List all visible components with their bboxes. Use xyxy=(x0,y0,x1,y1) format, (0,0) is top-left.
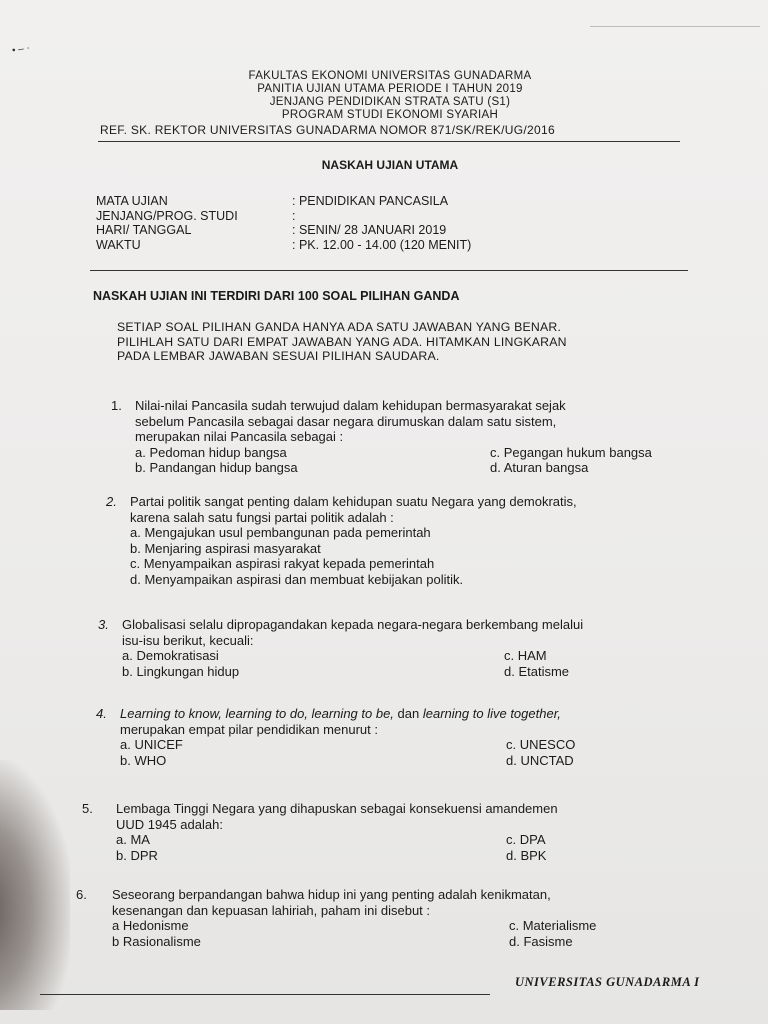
question-phrase: learning to live together, xyxy=(422,706,561,721)
answer-options xyxy=(135,445,710,476)
info-row xyxy=(96,238,471,253)
question-1 xyxy=(111,398,710,476)
answer-options xyxy=(130,525,690,587)
option-d: d. Aturan bangsa xyxy=(490,460,589,475)
answer-options xyxy=(120,737,730,768)
instructions-text xyxy=(117,320,697,364)
option-b: b. WHO xyxy=(120,752,167,768)
header-divider xyxy=(98,141,680,142)
info-value: : PK. 12.00 - 14.00 (120 MENIT) xyxy=(292,237,472,252)
option-c: c. Menyampaikan aspirasi rakyat kepada pemerintah xyxy=(130,556,435,571)
question-text xyxy=(112,887,712,918)
info-label: JENJANG/PROG. STUDI xyxy=(96,208,238,223)
answer-options xyxy=(122,648,722,679)
question-number: 1. xyxy=(111,398,122,413)
option-a: a. Demokratisasi xyxy=(122,648,219,663)
option-b: b. Lingkungan hidup xyxy=(122,663,240,679)
option-a: a. MA xyxy=(116,832,150,847)
question-line: Globalisasi selalu dipropagandakan kepada negara-negara berkembang melalui xyxy=(122,617,584,632)
question-number: 5. xyxy=(82,801,93,816)
option-c: c. Pegangan hukum bangsa xyxy=(490,444,652,460)
option-b: b. Menjaring aspirasi masyarakat xyxy=(130,540,321,556)
info-label: HARI/ TANGGAL xyxy=(96,223,192,237)
question-number: 3. xyxy=(98,617,109,632)
info-divider xyxy=(90,270,688,271)
document-title: NASKAH UJIAN UTAMA xyxy=(321,158,459,172)
question-6 xyxy=(76,887,712,949)
question-line: isu-isu berikut, kecuali: xyxy=(122,632,254,648)
info-label: WAKTU xyxy=(96,237,141,252)
finger-shadow xyxy=(0,760,70,1010)
pen-mark: • – · xyxy=(11,42,31,57)
option-c: c. UNESCO xyxy=(506,737,576,752)
option-a: a. UNICEF xyxy=(120,737,183,752)
question-number: 2. xyxy=(106,494,117,509)
top-edge-line xyxy=(590,26,760,27)
info-label: MATA UJIAN xyxy=(96,194,168,208)
exam-info xyxy=(96,194,471,252)
option-b: b. Pandangan hidup bangsa xyxy=(135,460,298,475)
question-text xyxy=(116,801,716,832)
header-line-faculty: FAKULTAS EKONOMI UNIVERSITAS GUNADARMA xyxy=(248,70,532,82)
question-2 xyxy=(106,494,690,587)
exam-header xyxy=(100,70,680,137)
info-row xyxy=(96,223,471,238)
question-line: merupakan nilai Pancasila sebagai : xyxy=(135,429,344,444)
question-3 xyxy=(98,617,722,679)
question-number: 6. xyxy=(76,887,87,902)
option-a: a. Mengajukan usul pembangunan pada pemerintah xyxy=(130,525,431,540)
question-line: sebelum Pancasila sebagai dasar negara dirumuskan dalam satu sistem, xyxy=(135,413,557,429)
option-c: c. HAM xyxy=(504,648,547,663)
option-d: d. UNCTAD xyxy=(506,752,574,768)
info-value: : PENDIDIKAN PANCASILA xyxy=(292,194,449,208)
option-a: a Hedonisme xyxy=(112,918,189,933)
question-line: Nilai-nilai Pancasila sudah terwujud dalam kehidupan bermasyarakat sejak xyxy=(135,398,566,413)
option-d: d. Menyampaikan aspirasi dan membuat kebijakan politik. xyxy=(130,571,464,587)
question-number: 4. xyxy=(96,706,107,721)
question-text xyxy=(122,617,722,648)
instructions-line: PILIHLAH SATU DARI EMPAT JAWABAN YANG ADA. HITAMKAN LINGKARAN xyxy=(117,334,567,349)
option-d: d. BPK xyxy=(506,847,547,863)
instructions-heading: NASKAH UJIAN INI TERDIRI DARI 100 SOAL PILIHAN GANDA xyxy=(93,289,460,303)
header-ref: REF. SK. REKTOR UNIVERSITAS GUNADARMA NOMOR 871/SK/REK/UG/2016 xyxy=(100,123,555,137)
footer-university: UNIVERSITAS GUNADARMA I xyxy=(515,975,700,989)
info-row xyxy=(96,194,471,209)
option-b: b Rasionalisme xyxy=(112,933,201,949)
option-c: c. DPA xyxy=(506,832,546,847)
answer-options xyxy=(112,918,712,949)
question-text xyxy=(130,494,690,525)
info-value: : xyxy=(292,208,296,223)
option-d: d. Fasisme xyxy=(509,933,573,949)
instructions-line: SETIAP SOAL PILIHAN GANDA HANYA ADA SATU JAWABAN YANG BENAR. xyxy=(117,320,562,334)
option-c: c. Materialisme xyxy=(509,918,597,933)
instructions-line: PADA LEMBAR JAWABAN SESUAI PILIHAN SAUDARA. xyxy=(117,349,440,363)
question-text xyxy=(135,398,695,445)
question-line: merupakan empat pilar pendidikan menurut : xyxy=(120,721,378,737)
question-line: Lembaga Tinggi Negara yang dihapuskan sebagai konsekuensi amandemen xyxy=(116,801,558,816)
question-line: kesenangan dan kepuasan lahiriah, paham ini disebut : xyxy=(112,902,431,918)
info-row xyxy=(96,209,471,224)
question-text xyxy=(120,706,730,737)
header-line-level: JENJANG PENDIDIKAN STRATA SATU (S1) xyxy=(269,96,511,108)
question-phrase: Learning to know, learning to do, learning to be, xyxy=(120,706,394,721)
question-5 xyxy=(82,801,716,863)
question-line: Partai politik sangat penting dalam kehidupan suatu Negara yang demokratis, xyxy=(130,494,577,509)
question-line: Seseorang berpandangan bahwa hidup ini yang penting adalah kenikmatan, xyxy=(112,887,551,902)
header-line-committee: PANITIA UJIAN UTAMA PERIODE I TAHUN 2019 xyxy=(257,83,523,95)
header-line-program: PROGRAM STUDI EKONOMI SYARIAH xyxy=(281,109,499,121)
question-line: UUD 1945 adalah: xyxy=(116,816,223,832)
question-line: karena salah satu fungsi partai politik adalah : xyxy=(130,509,394,525)
answer-options xyxy=(116,832,716,863)
question-4 xyxy=(96,706,730,768)
footer-line xyxy=(40,994,490,995)
info-value: : SENIN/ 28 JANUARI 2019 xyxy=(292,223,447,237)
option-a: a. Pedoman hidup bangsa xyxy=(135,444,287,460)
option-b: b. DPR xyxy=(116,847,158,863)
question-line xyxy=(120,706,730,722)
question-phrase: dan xyxy=(397,706,420,721)
option-d: d. Etatisme xyxy=(504,663,570,679)
